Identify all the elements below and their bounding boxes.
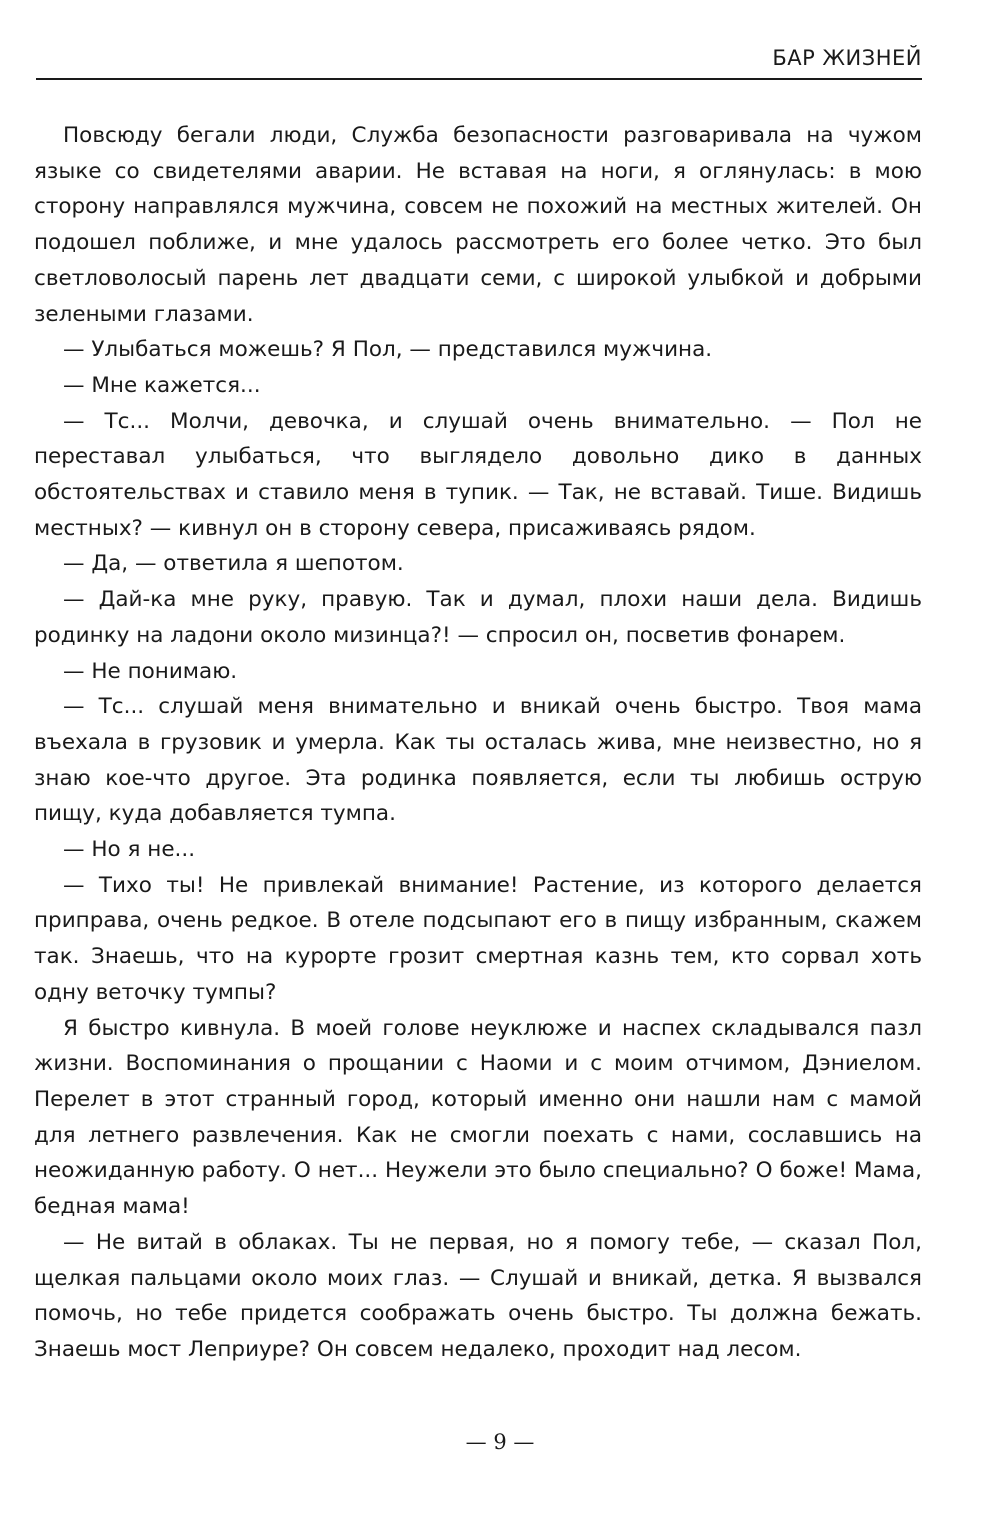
paragraph: — Дай-ка мне руку, правую. Так и думал, плохи наши дела. Видишь родинку на ладони около мизинца?! — спросил он, посветив фонарем. — [34, 587, 922, 648]
paragraph: — Мне кажется... — [63, 372, 261, 398]
page-number: — 9 — — [465, 1430, 535, 1454]
paragraph: — Да, — ответила я шепотом. — [63, 551, 404, 577]
paragraph: — Тс... Молчи, девочка, и слушай очень внимательно. — Пол не переставал улыбаться, что выглядело довольно дико в данных обстоятельствах и ставило меня в тупик. — Так, не вставай. Тише. Видишь местных? — кивнул он в сторону севера, присаживаясь рядом. — [34, 408, 922, 541]
paragraph: — Но я не... — [63, 837, 196, 863]
body-text — [34, 118, 922, 1368]
paragraph: — Не понимаю. — [63, 658, 238, 684]
paragraph: Повсюду бегали люди, Служба безопасности разговаривала на чужом языке со свидетелями аварии. Не вставая на ноги, я оглянулась: в мою сторону направлялся мужчина, совсем не похожий на местных жителей. Он подошел поближе, и мне удалось рассмотреть его более четко. Это был светловолосый парень лет двадцати семи, с широкой улыбкой и добрыми зелеными глазами. — [34, 123, 922, 327]
running-header — [36, 44, 922, 80]
running-title: БАР ЖИЗНЕЙ — [772, 46, 922, 70]
paragraph: — Не витай в облаках. Ты не первая, но я помогу тебе, — сказал Пол, щелкая пальцами около моих глаз. — Слушай и вникай, детка. Я вызвался помочь, но тебе придется соображать очень быстро. Ты должна бежать. Знаешь мост Леприуре? Он совсем недалеко, проходит над лесом. — [34, 1229, 922, 1362]
paragraph: Я быстро кивнула. В моей голове неуклюже и наспех складывался пазл жизни. Воспоминания о прощании с Наоми и с моим отчимом, Дэниелом. Перелет в этот странный город, который именно они нашли нам с мамой для летнего развлечения. Как не смогли поехать с нами, сославшись на неожиданную работу. О нет... Неужели это было специально? О боже! Мама, бедная мама! — [34, 1015, 922, 1220]
paragraph: — Тихо ты! Не привлекай внимание! Растение, из которого делается приправа, очень редкое. В отеле подсыпают его в пищу избранным, скажем так. Знаешь, что на курорте грозит смертная казнь тем, кто сорвал хоть одну веточку тумпы? — [34, 872, 922, 1005]
paragraph: — Улыбаться можешь? Я Пол, — представился мужчина. — [63, 337, 713, 363]
paragraph: — Тс... слушай меня внимательно и вникай очень быстро. Твоя мама въехала в грузовик и умерла. Как ты осталась жива, мне неизвестно, но я знаю кое-что другое. Эта родинка появляется, если ты любишь острую пищу, куда добавляется тумпа. — [34, 694, 922, 827]
